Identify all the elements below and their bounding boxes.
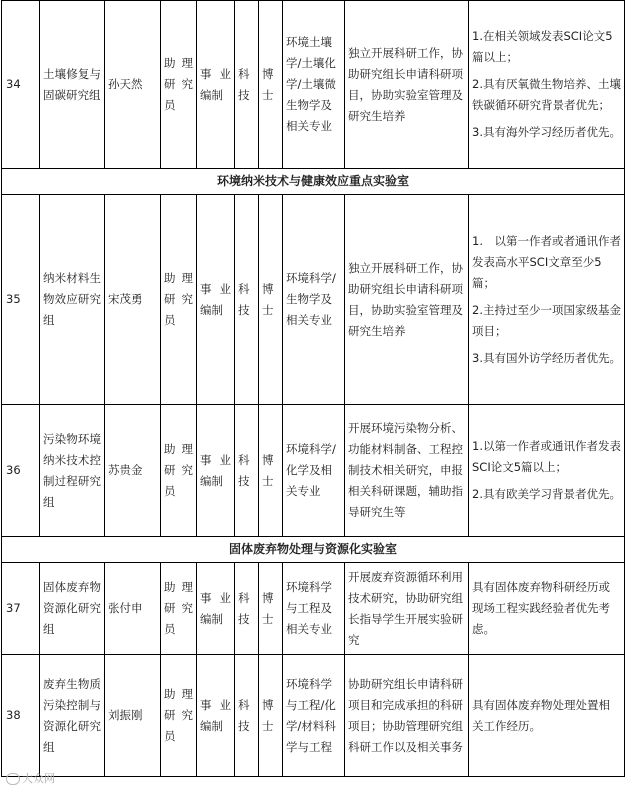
category-cell: 科技	[235, 1, 259, 169]
position-title-cell: 助理研究员	[161, 655, 197, 777]
lab-header-row	[2, 537, 625, 563]
department-cell: 污染物环境纳米技术控制过程研究组	[40, 405, 105, 537]
requirements-cell	[469, 1, 625, 169]
job-table	[1, 0, 625, 777]
lab-title: 固体废弃物处理与资源化实验室	[2, 537, 625, 563]
supervisor-cell: 张付申	[105, 563, 161, 655]
requirement-item: 具有固体废弃物处理处置相关工作经历。	[472, 697, 610, 733]
requirement-item: 2.具有欧美学习背景者优先。	[472, 487, 621, 501]
row-number: 38	[2, 655, 40, 777]
requirement-item: 3.具有国外访学经历者优先。	[472, 350, 621, 365]
department-cell: 废弃生物质污染控制与资源化研究组	[40, 655, 105, 777]
category-cell: 科技	[235, 195, 259, 405]
lab-header-row	[2, 169, 625, 195]
major-cell: 环境科学与工程及相关专业	[283, 563, 345, 655]
row-number: 34	[2, 1, 40, 169]
requirement-item: 1.以第一作者或通讯作者发表SCI论文5篇以上；	[472, 439, 621, 474]
requirement-item: 2.具有厌氧微生物培养、土壤铁碳循环研究背景者优先；	[472, 77, 621, 112]
watermark-logo-icon	[6, 773, 20, 785]
requirements-cell	[469, 405, 625, 537]
duty-cell: 独立开展科研工作，协助研究组长申请科研项目，协助实验室管理及研究生培养	[345, 195, 469, 405]
table-row	[2, 1, 625, 169]
category-cell: 科技	[235, 405, 259, 537]
employment-type-cell: 事业编制	[197, 1, 235, 169]
requirement-item: 具有固体废弃物科研经历或现场工程实践经验者优先考虑。	[472, 580, 610, 636]
table-row	[2, 563, 625, 655]
department-cell: 纳米材料生物效应研究组	[40, 195, 105, 405]
employment-type-cell: 事业编制	[197, 405, 235, 537]
duty-cell: 开展废弃资源循环利用技术研究，协助研究组长指导学生开展实验研究	[345, 563, 469, 655]
row-number: 35	[2, 195, 40, 405]
requirements-cell	[469, 655, 625, 777]
employment-type-cell: 事业编制	[197, 195, 235, 405]
major-cell: 环境科学/生物学及相关专业	[283, 195, 345, 405]
duty-cell: 独立开展科研工作，协助研究组长申请科研项目，协助实验室管理及研究生培养	[345, 1, 469, 169]
employment-type-cell: 事业编制	[197, 655, 235, 777]
supervisor-cell: 苏贵金	[105, 405, 161, 537]
row-number: 36	[2, 405, 40, 537]
degree-cell: 博士	[259, 1, 283, 169]
position-title-cell: 助理研究员	[161, 195, 197, 405]
requirements-cell	[469, 563, 625, 655]
duty-cell: 开展环境污染物分析、功能材料制备、工程控制技术相关研究，申报相关科研课题，辅助指导研究生等	[345, 405, 469, 537]
watermark: 大众网	[6, 770, 55, 786]
department-cell: 固体废弃物资源化研究组	[40, 563, 105, 655]
row-number: 37	[2, 563, 40, 655]
lab-title: 环境纳米技术与健康效应重点实验室	[2, 169, 625, 195]
requirement-item: 3.具有海外学习经历者优先。	[472, 125, 621, 139]
category-cell: 科技	[235, 563, 259, 655]
position-title-cell: 助理研究员	[161, 405, 197, 537]
category-cell: 科技	[235, 655, 259, 777]
employment-type-cell: 事业编制	[197, 563, 235, 655]
table-row	[2, 405, 625, 537]
requirement-item: 1. 以第一作者或者通讯作者发表高水平SCI文章至少5篇；	[472, 233, 621, 290]
degree-cell: 博士	[259, 563, 283, 655]
major-cell: 环境土壤学/土壤化学/土壤微生物学及相关专业	[283, 1, 345, 169]
major-cell: 环境科学与工程/化学/材料科学与工程	[283, 655, 345, 777]
requirement-item: 1.在相关领域发表SCI论文5篇以上；	[472, 29, 613, 64]
position-title-cell: 助理研究员	[161, 563, 197, 655]
department-cell: 土壤修复与固碳研究组	[40, 1, 105, 169]
table-row	[2, 195, 625, 405]
supervisor-cell: 孙天然	[105, 1, 161, 169]
requirement-item: 2.主持过至少一项国家级基金项目；	[472, 302, 621, 338]
supervisor-cell: 刘振刚	[105, 655, 161, 777]
supervisor-cell: 宋茂勇	[105, 195, 161, 405]
requirements-cell	[469, 195, 625, 405]
major-cell: 环境科学/化学及相关专业	[283, 405, 345, 537]
position-title-cell: 助理研究员	[161, 1, 197, 169]
duty-cell: 协助研究组长申请科研项目和完成承担的科研项目；协助管理研究组科研工作以及相关事务	[345, 655, 469, 777]
degree-cell: 博士	[259, 655, 283, 777]
table-row	[2, 655, 625, 777]
table-body	[2, 1, 625, 777]
degree-cell: 博士	[259, 405, 283, 537]
degree-cell: 博士	[259, 195, 283, 405]
